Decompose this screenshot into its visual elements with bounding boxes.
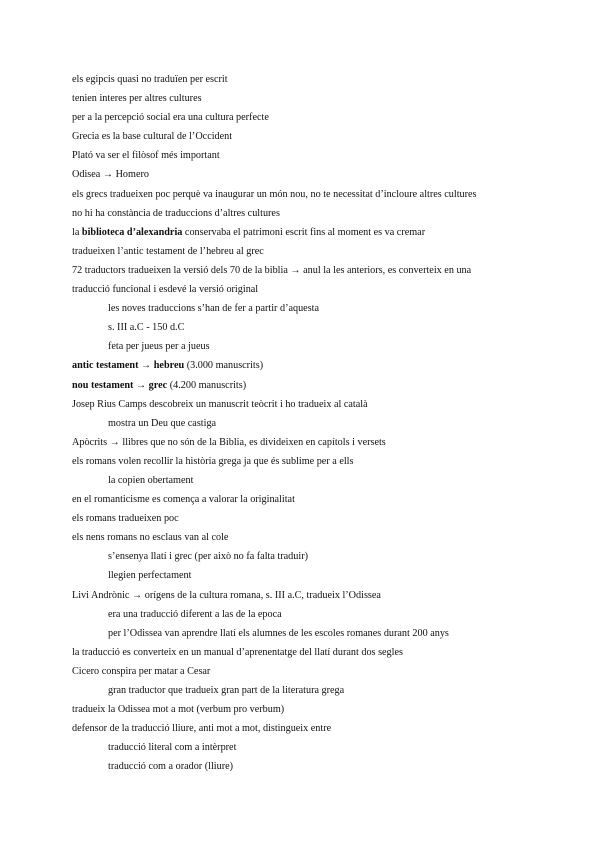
text-segment: la traducció es converteix en un manual d’aprenentatge del llatí durant dos segles xyxy=(72,646,403,658)
text-segment: els romans tradueixen poc xyxy=(72,513,179,525)
text-segment: Livi Andrònic → orígens de la cultura romana, s. III a.C, tradueix l’Odissea xyxy=(72,589,381,601)
text-line xyxy=(72,185,532,204)
text-line xyxy=(72,356,532,375)
text-line xyxy=(72,414,532,433)
text-segment: traducció literal com a intèrpret xyxy=(108,742,237,754)
text-segment: conservaba el patrimoni escrit fins al moment es va cremar xyxy=(182,226,426,238)
text-segment: els egipcis quasi no traduïen per escrit xyxy=(72,74,228,85)
text-line xyxy=(72,299,532,318)
text-segment: feta per jueus per a jueus xyxy=(108,341,210,353)
bold-text-segment: nou testament → grec xyxy=(72,379,168,391)
text-segment: era una traducció diferent a las de la epoca xyxy=(108,608,282,620)
text-segment: no hi ha constància de traduccions d’altres cultures xyxy=(72,207,280,219)
text-line xyxy=(72,318,532,337)
text-line xyxy=(72,280,532,299)
text-line xyxy=(72,681,532,700)
text-line xyxy=(72,719,532,738)
text-line xyxy=(72,738,532,757)
text-line xyxy=(72,337,532,356)
text-line xyxy=(72,471,532,490)
text-segment: s’ensenya llatí i grec (per això no fa falta traduir) xyxy=(108,551,308,563)
text-line xyxy=(72,395,532,414)
text-segment: tradueix la Odissea mot a mot (verbum pro verbum) xyxy=(72,704,285,716)
text-segment: els grecs tradueixen poc perquè va inaugurar un món nou, no te necessitat d’incloure altres cultures xyxy=(72,188,477,200)
text-line xyxy=(72,605,532,624)
text-line xyxy=(72,127,532,146)
text-line xyxy=(72,108,532,127)
text-line xyxy=(72,624,532,643)
text-line xyxy=(72,547,532,566)
text-segment: Apòcrits → llibres que no són de la Biblia, es divideixen en capítols i versets xyxy=(72,436,386,448)
text-line xyxy=(72,452,532,471)
text-segment: les noves traduccions s’han de fer a partir d’aquesta xyxy=(108,303,320,315)
text-line xyxy=(72,261,532,280)
text-segment: Grecia es la base cultural de l’Occident xyxy=(72,131,233,143)
bold-text-segment: antic testament → hebreu xyxy=(72,360,185,372)
text-segment: gran traductor que tradueix gran part de la literatura grega xyxy=(108,685,345,696)
text-line xyxy=(72,433,532,452)
text-segment: en el romanticisme es comença a valorar la originalitat xyxy=(72,494,295,506)
text-segment: mostra un Deu que castiga xyxy=(108,417,217,429)
text-line xyxy=(72,223,532,242)
text-line xyxy=(72,528,532,547)
text-line xyxy=(72,643,532,662)
text-segment: (3.000 manuscrits) xyxy=(184,360,264,372)
text-segment: tradueixen l’antic testament de l’hebreu al grec xyxy=(72,245,264,257)
text-line xyxy=(72,89,532,108)
text-segment: llegien perfectament xyxy=(108,570,192,582)
bold-text-segment: biblioteca d’alexandria xyxy=(81,226,183,238)
text-line xyxy=(72,757,532,776)
text-segment: per a la percepció social era una cultura perfecte xyxy=(72,112,269,124)
text-segment: s. III a.C - 150 d.C xyxy=(108,322,185,334)
text-line xyxy=(72,242,532,261)
text-line xyxy=(72,204,532,223)
text-segment: Odisea → Homero xyxy=(72,169,149,181)
text-segment: els nens romans no esclaus van al cole xyxy=(72,532,229,544)
text-segment: la xyxy=(72,226,82,238)
text-segment: 72 traductors tradueixen la versió dels 70 de la biblia → anul la les anteriors, es converteix en una xyxy=(72,264,472,276)
text-segment: Cicero conspira per matar a Cesar xyxy=(72,665,211,677)
text-line xyxy=(72,509,532,528)
text-segment: Plató va ser el filòsof més important xyxy=(72,150,220,162)
text-segment: traducció funcional i esdevé la versió original xyxy=(72,284,259,296)
text-line xyxy=(72,376,532,395)
text-segment: defensor de la traducció lliure, anti mot a mot, distingueix entre xyxy=(72,723,332,735)
text-segment: per l’Odissea van aprendre llatí els alumnes de les escoles romanes durant 200 anys xyxy=(108,627,449,639)
text-line xyxy=(72,146,532,165)
text-line xyxy=(72,586,532,605)
text-line xyxy=(72,700,532,719)
text-line xyxy=(72,662,532,681)
text-segment: (4.200 manuscrits) xyxy=(167,379,247,391)
text-line xyxy=(72,70,532,89)
notes-body xyxy=(72,70,532,776)
text-segment: Josep Rius Camps descobreix un manuscrit teòcrit i ho tradueix al català xyxy=(72,398,368,410)
text-line xyxy=(72,490,532,509)
text-segment: traducció com a orador (lliure) xyxy=(108,761,234,773)
text-segment: tenien interes per altres cultures xyxy=(72,93,202,105)
text-line xyxy=(72,566,532,585)
text-segment: els romans volen recollir la història grega ja que és sublime per a ells xyxy=(72,455,354,467)
text-line xyxy=(72,165,532,184)
text-segment: la copien obertament xyxy=(108,474,194,486)
